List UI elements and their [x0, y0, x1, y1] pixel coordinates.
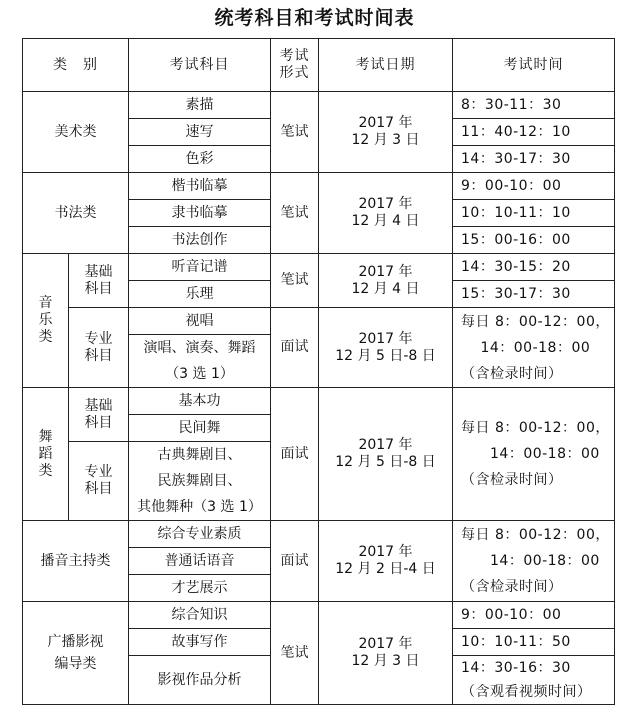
time-cell: 14：30-17：30 — [453, 146, 615, 173]
time-cell: 每日 8：00-12：00， 14：00-18：00 （含检录时间） — [453, 388, 615, 521]
subject-cell: 听音记谱 — [129, 254, 271, 281]
subject-cell: 速写 — [129, 119, 271, 146]
subject-cell: 色彩 — [129, 146, 271, 173]
time-cell: 11：40-12：10 — [453, 119, 615, 146]
subject-cell: 故事写作 — [129, 629, 271, 656]
time-cell: 15：30-17：30 — [453, 281, 615, 308]
header-category: 类 别 — [23, 39, 129, 92]
time-cell: 每日 8：00-12：00， 14：00-18：00 （含检录时间） — [453, 521, 615, 602]
time-cell: 每日 8：00-12：00， 14：00-18：00 （含检录时间） — [453, 308, 615, 388]
table-row — [23, 308, 615, 335]
format-cell: 面试 — [271, 388, 319, 521]
time-cell: 9：00-10：00 — [453, 602, 615, 629]
date-cell: 2017 年 12 月 5 日-8 日 — [319, 308, 453, 388]
format-cell: 笔试 — [271, 254, 319, 308]
time-cell: 14：30-16：30 （含观看视频时间） — [453, 656, 615, 705]
category-cell: 广播影视 编导类 — [23, 602, 129, 705]
subcategory-cell: 专业 科目 — [69, 442, 129, 521]
header-date: 考试日期 — [319, 39, 453, 92]
date-cell: 2017 年 12 月 3 日 — [319, 92, 453, 173]
format-cell: 笔试 — [271, 173, 319, 254]
time-cell: 10：10-11：50 — [453, 629, 615, 656]
time-cell: 9：00-10：00 — [453, 173, 615, 200]
subject-cell: 素描 — [129, 92, 271, 119]
format-cell: 笔试 — [271, 92, 319, 173]
subject-cell: 才艺展示 — [129, 575, 271, 602]
subject-cell: 民间舞 — [129, 415, 271, 442]
category-cell: 舞 蹈 类 — [23, 388, 69, 521]
subcategory-cell: 基础 科目 — [69, 254, 129, 308]
subject-cell: 视唱 — [129, 308, 271, 335]
format-cell: 笔试 — [271, 602, 319, 705]
format-cell: 面试 — [271, 521, 319, 602]
date-cell: 2017 年 12 月 3 日 — [319, 602, 453, 705]
subject-cell: 楷书临摹 — [129, 173, 271, 200]
format-cell: 面试 — [271, 308, 319, 388]
subcategory-cell: 基础 科目 — [69, 388, 129, 442]
table-row — [23, 254, 615, 281]
date-cell: 2017 年 12 月 5 日-8 日 — [319, 388, 453, 521]
category-cell: 播音主持类 — [23, 521, 129, 602]
time-cell: 14：30-15：20 — [453, 254, 615, 281]
page-title: 统考科目和考试时间表 — [214, 7, 415, 29]
subject-cell: 综合知识 — [129, 602, 271, 629]
category-cell: 美术类 — [23, 92, 129, 173]
table-row — [23, 173, 615, 200]
table-row — [23, 602, 615, 629]
date-cell: 2017 年 12 月 4 日 — [319, 173, 453, 254]
subject-cell: 古典舞剧目、 民族舞剧目、 其他舞种（3 选 1） — [129, 442, 271, 521]
header-time: 考试时间 — [453, 39, 615, 92]
subject-cell: 综合专业素质 — [129, 521, 271, 548]
category-cell: 音 乐 类 — [23, 254, 69, 388]
header-row — [23, 39, 615, 92]
table-row — [23, 388, 615, 415]
time-cell: 15：00-16：00 — [453, 227, 615, 254]
subject-cell: 书法创作 — [129, 227, 271, 254]
table-row — [23, 92, 615, 119]
subject-cell: 普通话语音 — [129, 548, 271, 575]
subject-cell: 演唱、演奏、舞蹈 （3 选 1） — [129, 335, 271, 388]
category-cell: 书法类 — [23, 173, 129, 254]
date-cell: 2017 年 12 月 2 日-4 日 — [319, 521, 453, 602]
subject-cell: 乐理 — [129, 281, 271, 308]
subject-cell: 影视作品分析 — [129, 656, 271, 705]
header-format: 考试 形式 — [271, 39, 319, 92]
date-cell: 2017 年 12 月 4 日 — [319, 254, 453, 308]
subcategory-cell: 专业 科目 — [69, 308, 129, 388]
time-cell: 10：10-11：10 — [453, 200, 615, 227]
subject-cell: 基本功 — [129, 388, 271, 415]
subject-cell: 隶书临摹 — [129, 200, 271, 227]
header-subjects: 考试科目 — [129, 39, 271, 92]
exam-schedule-table — [22, 38, 615, 705]
table-row — [23, 521, 615, 548]
time-cell: 8：30-11：30 — [453, 92, 615, 119]
